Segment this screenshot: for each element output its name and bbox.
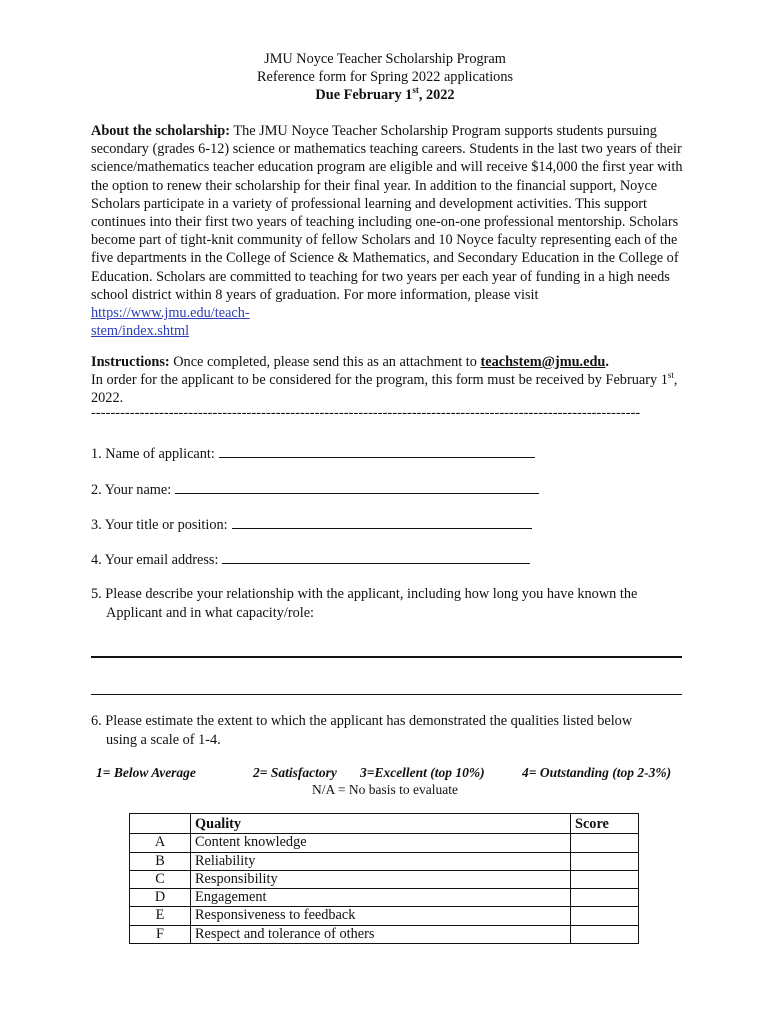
score-cell[interactable] <box>571 907 639 925</box>
title-position-question: 3. Your title or position: <box>91 514 532 534</box>
relationship-question: 5. Please describe your relationship with the applicant, including how long you have known the Applicant and in what capacity/role: <box>91 586 638 621</box>
form-title: Reference form for Spring 2022 applications <box>256 69 514 85</box>
table-row <box>130 907 639 925</box>
about-text: The JMU Noyce Teacher Scholarship Program supports students pursuing secondary (grades 6-12) science or mathematics teaching careers. Students in the last two years of their science/mathematics teacher education program are eligible and will receive $14,000 the first year with the option to renew their scholarship for their final year. In addition to the financial support, Noyce Scholars participate in a variety of professional learning and development activities. This support continues into their first two years of teaching including one-on-one professional mentorship. Scholars become part of tight-knit community of fellow Scholars and 10 Noyce faculty representing each of the five departments in the College of Science & Mathematics, and Secondary Education in the College of Education. Scholars are committed to teaching for two years per each year of funding in a high needs school district within 8 years of graduation. For more information, please visit <box>91 123 683 303</box>
score-cell[interactable] <box>571 834 639 852</box>
about-label: About the scholarship: <box>91 123 231 139</box>
email-question: 4. Your email address: <box>91 549 530 569</box>
scale-outstanding: 4= Outstanding (top 2-3%) <box>522 765 672 780</box>
email-field[interactable] <box>222 549 530 564</box>
row-letter: D <box>130 889 191 907</box>
relationship-answer-line-1[interactable] <box>91 656 682 658</box>
your-name-question: 2. Your name: <box>91 479 539 499</box>
relationship-answer-line-2[interactable] <box>91 694 682 695</box>
applicant-name-question: 1. Name of applicant: <box>91 443 535 463</box>
your-name-field[interactable] <box>175 479 539 494</box>
about-paragraph <box>91 122 691 340</box>
row-letter: F <box>130 925 191 943</box>
score-cell[interactable] <box>571 889 639 907</box>
row-letter: A <box>130 834 191 852</box>
applicant-name-field[interactable] <box>219 443 535 458</box>
row-quality: Respect and tolerance of others <box>191 925 571 943</box>
row-quality: Reliability <box>191 852 571 870</box>
table-row <box>130 852 639 870</box>
program-title: JMU Noyce Teacher Scholarship Program <box>264 51 506 67</box>
qualities-question: 6. Please estimate the extent to which the applicant has demonstrated the qualities listed below using a scale of 1-4. <box>91 713 633 748</box>
quality-column-header: Quality <box>191 814 571 834</box>
qualities-table <box>129 813 639 944</box>
table-row <box>130 889 639 907</box>
score-cell[interactable] <box>571 925 639 943</box>
title-position-field[interactable] <box>232 514 532 529</box>
table-row <box>130 925 639 943</box>
due-date: Due February 1st, 2022 <box>315 85 455 103</box>
row-quality: Content knowledge <box>191 834 571 852</box>
contact-email[interactable]: teachstem@jmu.edu <box>480 354 606 370</box>
score-column-header: Score <box>571 814 639 834</box>
row-quality: Responsiveness to feedback <box>191 907 571 925</box>
scale-satisfactory: 2= Satisfactory <box>253 765 337 780</box>
row-letter: E <box>130 907 191 925</box>
instructions-paragraph: Instructions: Once completed, please send this as an attachment to teachstem@jmu.edu. In order for the applicant to be considered for the program, this form must be received by February 1st, 2022. <box>91 354 678 407</box>
table-header-row <box>130 814 639 834</box>
dashed-separator: ----------------------------------------------------------------------------------------------------------------- <box>91 405 641 421</box>
row-quality: Engagement <box>191 889 571 907</box>
instructions-label: Instructions: <box>91 354 170 370</box>
table-row <box>130 870 639 888</box>
table-row <box>130 834 639 852</box>
scale-not-applicable: N/A = No basis to evaluate <box>312 782 458 797</box>
row-letter: B <box>130 852 191 870</box>
row-letter: C <box>130 870 191 888</box>
score-cell[interactable] <box>571 870 639 888</box>
scale-excellent: 3=Excellent (top 10%) <box>360 765 485 780</box>
row-quality: Responsibility <box>191 870 571 888</box>
scale-below-average: 1= Below Average <box>96 765 196 780</box>
score-cell[interactable] <box>571 852 639 870</box>
teach-stem-link[interactable]: https://www.jmu.edu/teach- stem/index.shtml <box>91 305 250 340</box>
